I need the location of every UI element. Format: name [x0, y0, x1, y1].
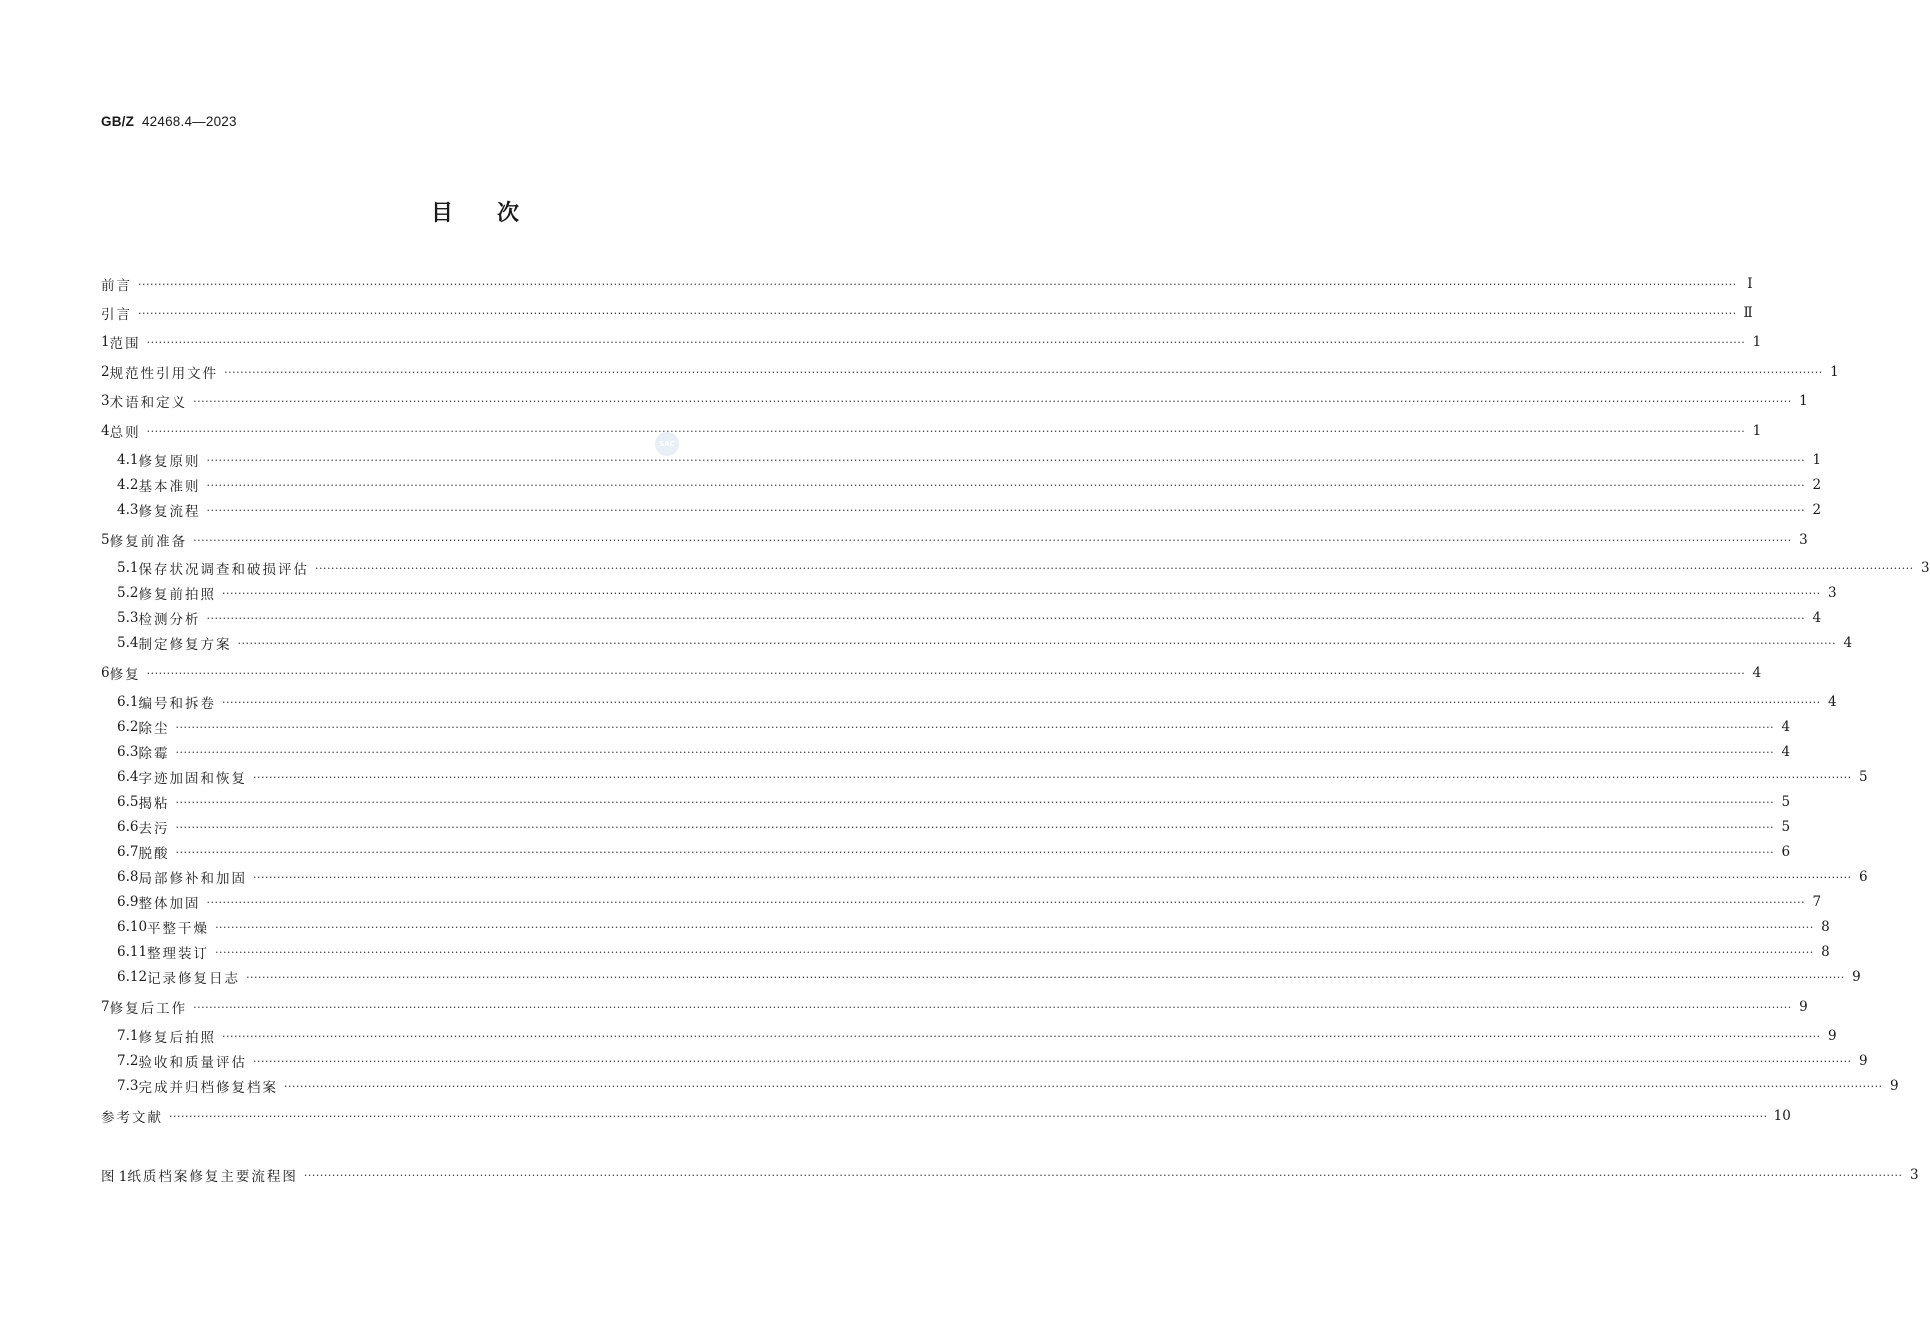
toc-leader-dots: ················································································································································································································································································································································································································ — [175, 820, 1775, 834]
toc-entry[interactable] — [117, 792, 1791, 812]
toc-entry[interactable] — [117, 608, 1822, 628]
toc-entry-number: 6.4 — [117, 769, 139, 785]
toc-entry-label: 纸质档案修复主要流程图 — [127, 1169, 298, 1185]
toc-entry-label: 前言 — [101, 278, 132, 294]
toc-leader-dots: ················································································································································································································································································································································································································ — [283, 1079, 1883, 1093]
toc-leader-dots: ················································································································································································································································································································································································································ — [146, 335, 1746, 349]
toc-entry-page: 3 — [1909, 1167, 1919, 1183]
toc-entry-number: 6.3 — [117, 744, 139, 760]
toc-leader-dots: ················································································································································································································································································································································································································ — [252, 770, 1852, 784]
toc-entry[interactable] — [101, 303, 1753, 323]
toc-leader-dots: ················································································································································································································································································································································································································ — [252, 870, 1852, 884]
toc-entry[interactable] — [101, 362, 1839, 382]
toc-entry-number: 7.1 — [117, 1028, 139, 1044]
toc-entry-label: 制定修复方案 — [138, 637, 232, 653]
toc-leader-dots: ················································································································································································································································································································································································································ — [206, 503, 1806, 517]
toc-entry[interactable] — [117, 500, 1822, 520]
toc-entry-page: 9 — [1799, 999, 1808, 1015]
toc-entry-number: 6.7 — [117, 844, 139, 860]
toc-entry-page: 3 — [1921, 560, 1930, 576]
toc-entry[interactable] — [117, 817, 1791, 837]
toc-entry-label: 验收和质量评估 — [138, 1055, 247, 1071]
toc-entry[interactable] — [117, 1026, 1837, 1046]
toc-entry-label: 修复前拍照 — [138, 587, 216, 603]
toc-entry-label: 去污 — [138, 821, 170, 837]
toc-entry-label: 修复后工作 — [109, 1001, 188, 1017]
toc-entry[interactable] — [101, 274, 1753, 294]
toc-entry-label: 脱酸 — [138, 846, 170, 862]
toc-entry[interactable] — [117, 867, 1868, 887]
toc-entry[interactable] — [117, 633, 1853, 653]
toc-entry-label: 保存状况调查和破损评估 — [138, 562, 309, 578]
toc-leader-dots: ················································································································································································································································································································································································································ — [138, 277, 1737, 291]
toc-entry[interactable] — [117, 917, 1830, 937]
toc-entry-number: 2 — [101, 364, 110, 380]
toc-entry[interactable] — [101, 332, 1762, 352]
toc-entry[interactable] — [117, 475, 1822, 495]
toc-entry-page: 4 — [1752, 665, 1762, 681]
toc-entry-page: 8 — [1821, 919, 1830, 935]
toc-entry-number: 6.12 — [117, 969, 148, 985]
toc-leader-dots: ················································································································································································································································································································································································································ — [252, 1054, 1852, 1068]
toc-entry-number: 7 — [101, 999, 110, 1015]
toc-entry[interactable] — [117, 742, 1791, 762]
toc-entry-page: 3 — [1799, 532, 1808, 548]
toc-leader-dots: ················································································································································································································································································································································································································ — [246, 970, 1845, 984]
toc-entry-number: 7.3 — [117, 1078, 139, 1094]
toc-leader-dots: ················································································································································································································································································································································································································ — [138, 306, 1737, 320]
toc-entry-number: 5.3 — [117, 610, 139, 626]
toc-leader-dots: ················································································································································································································································································································································································································ — [146, 424, 1746, 438]
toc-entry-label: 编号和拆卷 — [138, 696, 216, 712]
sac-watermark-icon: SAC — [655, 432, 679, 456]
toc-entry-label: 修复原则 — [138, 454, 201, 470]
toc-entry-page: 5 — [1781, 794, 1791, 810]
toc-entry-label: 揭粘 — [138, 796, 170, 812]
toc-entry-number: 6.8 — [117, 869, 139, 885]
title-char-left: 目 — [430, 201, 453, 226]
toc-entry-label: 修复流程 — [138, 504, 201, 520]
toc-entry-page: 4 — [1843, 635, 1853, 651]
toc-entry-page: 4 — [1781, 719, 1791, 735]
toc-entry[interactable] — [117, 450, 1822, 470]
toc-entry[interactable] — [117, 942, 1830, 962]
toc-leader-dots: ················································································································································································································································································································································································································ — [175, 795, 1775, 809]
toc-entry[interactable] — [117, 1051, 1868, 1071]
toc-leader-dots: ················································································································································································································································································································································································································ — [175, 845, 1775, 859]
toc-entry-page: 4 — [1781, 744, 1791, 760]
toc-leader-dots: ················································································································································································································································································································································································································ — [175, 745, 1775, 759]
toc-entry-number: 6.10 — [117, 919, 148, 935]
toc-entry-number: 5.2 — [117, 585, 139, 601]
toc-entry-page: 1 — [1752, 334, 1762, 350]
toc-leader-dots: ················································································································································································································································································································································································································ — [206, 895, 1806, 909]
toc-entry-label: 术语和定义 — [109, 395, 188, 411]
standard-number: 42468.4—2023 — [141, 114, 237, 129]
toc-entry[interactable] — [101, 530, 1808, 550]
toc-entry-label: 参考文献 — [101, 1110, 163, 1126]
toc-entry-page: 2 — [1812, 477, 1822, 493]
toc-entry-page: 4 — [1812, 610, 1822, 626]
toc-leader-dots: ················································································································································································································································································································································································································ — [146, 666, 1746, 680]
toc-entry-number: 3 — [101, 393, 110, 409]
toc-leader-dots: ················································································································································································································································································································································································································ — [314, 561, 1914, 575]
toc-leader-dots: ················································································································································································································································································································································································································ — [193, 1000, 1792, 1014]
toc-entry-page: 8 — [1821, 944, 1830, 960]
toc-leader-dots: ················································································································································································································································································································································································································ — [206, 453, 1806, 467]
toc-entry-page: Ⅱ — [1743, 305, 1753, 321]
toc-entry-number: 5.4 — [117, 635, 139, 651]
toc-leader-dots: ················································································································································································································································································································································································································ — [206, 478, 1806, 492]
toc-entry-label: 除尘 — [138, 721, 170, 737]
toc-entry-label: 整体加固 — [138, 896, 201, 912]
toc-entry[interactable] — [101, 1165, 1919, 1185]
toc-entry-label: 平整干燥 — [147, 921, 210, 937]
toc-entry-label: 总则 — [109, 425, 141, 441]
toc-entry-page: 7 — [1812, 894, 1822, 910]
toc-entry-label: 范围 — [109, 336, 141, 352]
toc-entry-number: 1 — [101, 334, 110, 350]
toc-entry[interactable] — [117, 892, 1822, 912]
toc-entry-number: 4 — [101, 423, 110, 439]
toc-entry-number: 6.5 — [117, 794, 139, 810]
toc-entry-page: 9 — [1852, 969, 1861, 985]
toc-entry-page: 9 — [1859, 1053, 1868, 1069]
toc-entry[interactable] — [101, 391, 1808, 411]
toc-entry-number: 6.6 — [117, 819, 139, 835]
toc-leader-dots: ················································································································································································································································································································································································································ — [221, 695, 1821, 709]
toc-entry[interactable] — [101, 421, 1762, 441]
toc-leader-dots: ················································································································································································································································································································································································································ — [237, 636, 1837, 650]
toc-entry-page: 3 — [1828, 585, 1837, 601]
toc-leader-dots: ················································································································································································································································································································································································································ — [215, 920, 1814, 934]
toc-entry-page: 10 — [1773, 1108, 1791, 1124]
toc-entry-label: 记录修复日志 — [147, 971, 241, 987]
toc-entry[interactable] — [117, 583, 1837, 603]
toc-entry-label: 基本准则 — [138, 479, 201, 495]
toc-entry-number: 4.1 — [117, 452, 139, 468]
toc-leader-dots: ················································································································································································································································································································································································································ — [193, 533, 1792, 547]
toc-entry-label: 规范性引用文件 — [109, 366, 219, 382]
toc-entry-page: 4 — [1828, 694, 1837, 710]
toc-entry-page: 9 — [1890, 1078, 1899, 1094]
toc-entry-page: 6 — [1859, 869, 1868, 885]
toc-leader-dots: ················································································································································································································································································································································································································ — [303, 1168, 1903, 1182]
toc-leader-dots: ················································································································································································································································································································································································································ — [221, 586, 1821, 600]
toc-entry-number: 6 — [101, 665, 110, 681]
toc-entry-page: 9 — [1828, 1028, 1837, 1044]
toc-entry-page: 1 — [1752, 423, 1762, 439]
toc-entry[interactable] — [117, 967, 1861, 987]
toc-entry[interactable] — [101, 1106, 1791, 1126]
toc-leader-dots: ················································································································································································································································································································································································································ — [175, 720, 1775, 734]
toc-entry-number: 6.9 — [117, 894, 139, 910]
toc-entry[interactable] — [101, 663, 1762, 683]
toc-entry-number: 6.2 — [117, 719, 139, 735]
toc-entry-page: 6 — [1781, 844, 1791, 860]
toc-entry-number: 4.3 — [117, 502, 139, 518]
toc-entry[interactable] — [117, 692, 1837, 712]
toc-entry-page: 2 — [1812, 502, 1822, 518]
toc-entry[interactable] — [101, 997, 1808, 1017]
title-char-right: 次 — [497, 201, 520, 226]
toc-entry-page: 5 — [1781, 819, 1791, 835]
toc-entry-label: 局部修补和加固 — [138, 871, 247, 887]
toc-leader-dots: ················································································································································································································································································································································································································ — [206, 611, 1806, 625]
toc-entry-label: 引言 — [101, 307, 132, 323]
toc-entry-number: 5.1 — [117, 560, 139, 576]
toc-entry-page: 1 — [1812, 452, 1822, 468]
toc-entry[interactable] — [117, 717, 1791, 737]
toc-entry-label: 字迹加固和恢复 — [138, 771, 247, 787]
toc-entry-number: 6.1 — [117, 694, 139, 710]
toc-leader-dots: ················································································································································································································································································································································································································ — [221, 1029, 1821, 1043]
toc-entry-number: 5 — [101, 532, 110, 548]
toc-entry-page: 1 — [1799, 393, 1808, 409]
toc-entry-label: 修复 — [109, 667, 141, 683]
toc-entry-label: 整理装订 — [147, 946, 210, 962]
toc-entry[interactable] — [117, 767, 1868, 787]
toc-entry-number: 6.11 — [117, 944, 148, 960]
toc-entry-page: Ⅰ — [1747, 276, 1753, 292]
standard-prefix: GB/Z — [101, 114, 135, 129]
toc-entry[interactable] — [117, 1076, 1899, 1096]
toc-entry-label: 除霉 — [138, 746, 170, 762]
toc-entry-label: 完成并归档修复档案 — [138, 1080, 278, 1096]
toc-entry-number: 图 1 — [101, 1169, 128, 1185]
toc-entry-label: 修复后拍照 — [138, 1030, 216, 1046]
toc-entry-number: 4.2 — [117, 477, 139, 493]
toc-leader-dots: ················································································································································································································································································································································································································ — [215, 945, 1814, 959]
toc-entry-page: 1 — [1830, 364, 1839, 380]
toc-entry-page: 5 — [1859, 769, 1868, 785]
toc-entry[interactable] — [117, 558, 1930, 578]
toc-leader-dots: ················································································································································································································································································································································································································ — [224, 365, 1823, 379]
toc-leader-dots: ················································································································································································································································································································································································································ — [193, 394, 1792, 408]
toc-entry[interactable] — [117, 842, 1791, 862]
toc-entry-label: 检测分析 — [138, 612, 201, 628]
toc-entry-label: 修复前准备 — [109, 534, 188, 550]
toc-entry-number: 7.2 — [117, 1053, 139, 1069]
toc-leader-dots: ················································································································································································································································································································································································································ — [169, 1109, 1768, 1123]
